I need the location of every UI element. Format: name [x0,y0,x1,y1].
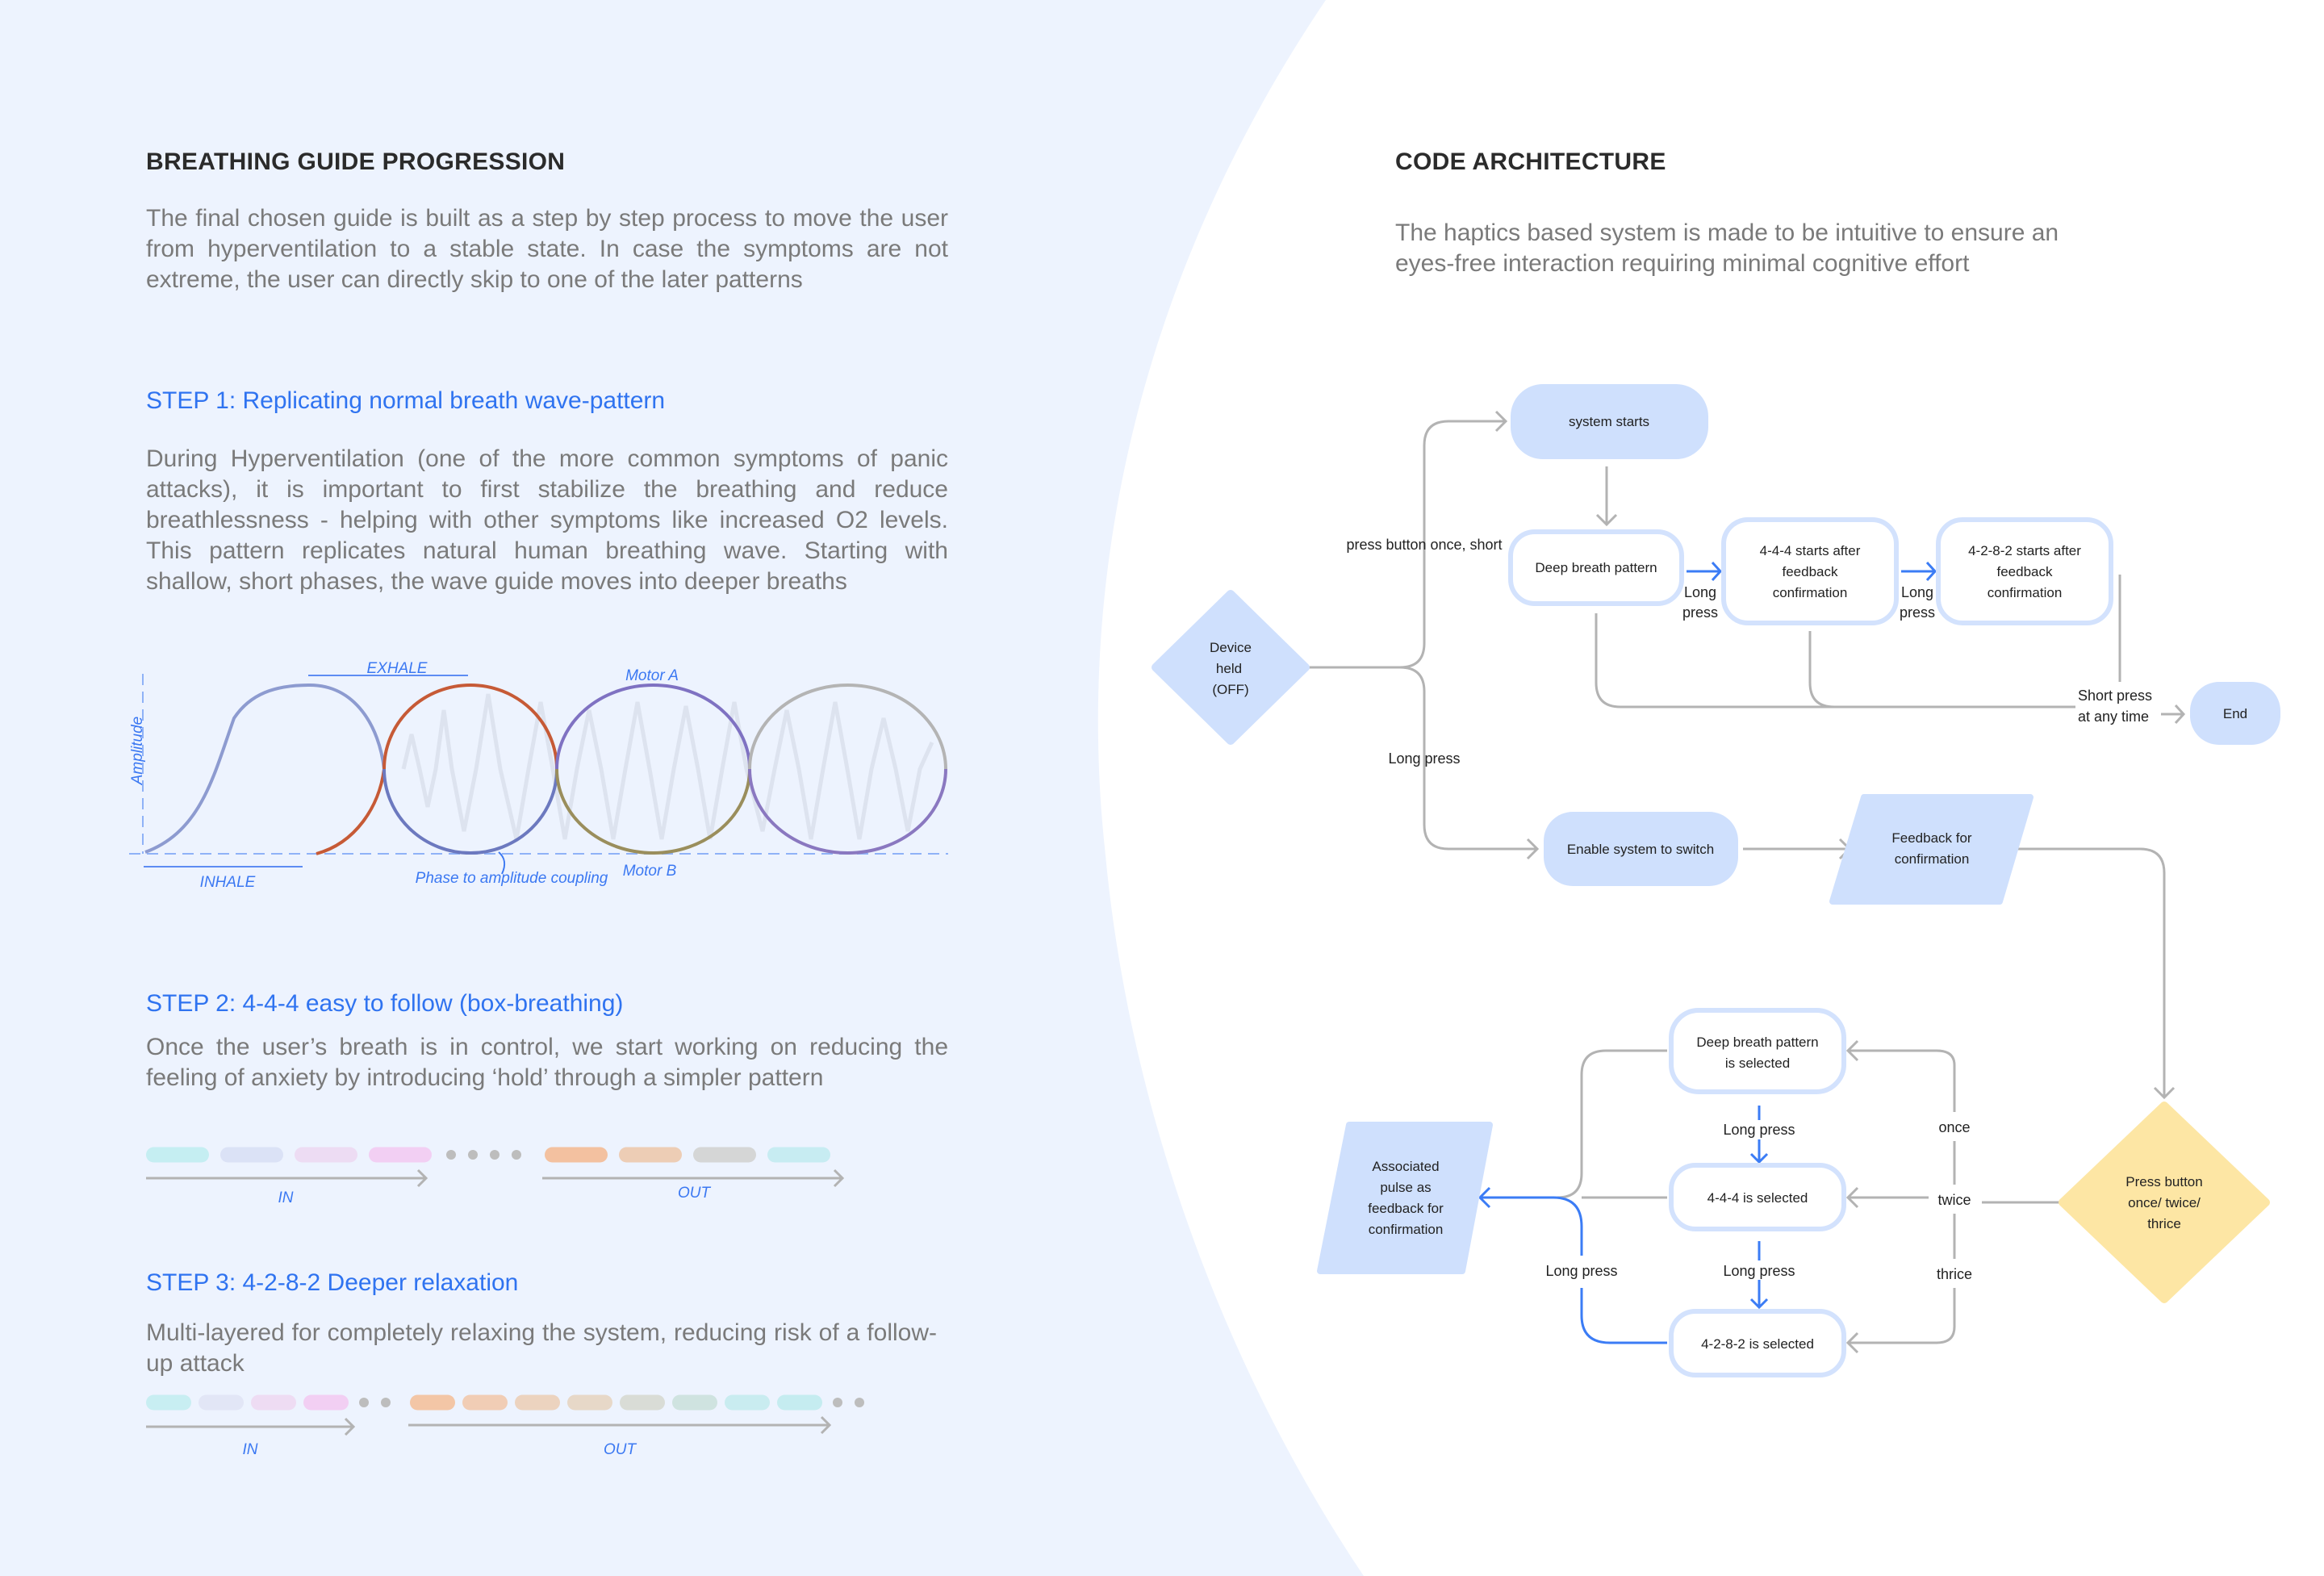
node-444-start-line2: feedback [1782,564,1838,579]
breath-wave-illustration [129,660,948,891]
edge-label-press-once: press button once, short [1346,537,1503,553]
in-pill-1 [220,1148,283,1163]
step1-title: STEP 1: Replicating normal breath wave-pattern [146,387,666,414]
amplitude-label: Amplitude [129,716,146,785]
in-arrow-step3 [146,1419,353,1435]
edge-label-long-press-pulse: Long press [1545,1263,1618,1279]
coupling-label: Phase to amplitude coupling [415,870,608,887]
node-deep-breath-label: Deep breath pattern [1535,560,1657,575]
in-pill-2 [295,1148,357,1163]
node-feedback-line2: confirmation [1894,851,1970,867]
out-pill-4 [620,1395,665,1411]
step3-title: STEP 3: 4-2-8-2 Deeper relaxation [146,1269,519,1296]
step3-body: Multi-layered for completely relaxing the system, reducing risk of a follow-up attack [146,1319,937,1377]
in-label-step2: IN [278,1189,294,1206]
in-arrow-step2 [146,1170,426,1186]
out-pill-2 [515,1395,560,1411]
out-pill-0 [545,1148,608,1163]
edge-label-long-press-deep: Long press [1723,1122,1795,1138]
node-enable-label: Enable system to switch [1566,842,1715,857]
out-pill-3 [767,1148,830,1163]
out-pill-5 [672,1395,717,1411]
node-associated-line1: Associated [1372,1159,1440,1174]
node-device-line2: held [1215,661,1243,676]
left-intro: The final chosen guide is built as a step by step process to move the user from hyperventilation to a stable state. In case the symptoms are not extreme, the user can directly skip to one of the later patterns [146,205,948,293]
node-system-starts-label: system starts [1568,414,1650,429]
right-intro: The haptics based system is made to be intuitive to ensure an eyes-free interaction requiring minimal cognitive effort [1395,219,2059,277]
end-pause-dot-1 [855,1398,864,1407]
node-feedback-line1: Feedback for [1891,830,1972,846]
left-section-title: BREATHING GUIDE PROGRESSION [146,148,566,175]
in-pill-1 [199,1395,244,1411]
pause-dot-1 [381,1398,391,1407]
in-pill-3 [303,1395,349,1411]
edge-label-once: once [1938,1119,1971,1135]
node-press-line3: thrice [2147,1216,2181,1231]
out-pill-1 [462,1395,508,1411]
node-4282-start-line2: feedback [1996,564,2053,579]
step2-body: Once the user’s breath is in control, we start working on reducing the feeling of anxiety by introducing ‘hold’ through a simpler pattern [146,1034,948,1091]
haptic-oscillation [403,694,932,839]
out-label-step3: OUT [603,1441,637,1458]
out-pill-7 [777,1395,822,1411]
node-associated-line2: pulse as [1380,1180,1432,1195]
end-pause-dot-0 [833,1398,842,1407]
out-pill-2 [693,1148,756,1163]
node-deep-selected[interactable] [1671,1010,1844,1092]
out-label-step2: OUT [677,1185,711,1202]
pause-dot-3 [512,1150,521,1160]
pause-dot-0 [446,1150,456,1160]
right-section-title: CODE ARCHITECTURE [1395,148,1666,175]
edge-label-long-press-444: Long press [1723,1263,1795,1279]
inhale-label: INHALE [199,874,256,891]
in-pill-0 [146,1395,191,1411]
out-arrow-step2 [542,1170,842,1186]
motor-b-label: Motor B [622,863,677,880]
node-associated-line4: confirmation [1368,1222,1444,1237]
in-pill-3 [369,1148,432,1163]
motor-a-label: Motor A [625,667,679,684]
pause-dot-0 [359,1398,369,1407]
node-444-selected-label: 4-4-4 is selected [1707,1190,1808,1206]
out-arrow-step3 [408,1417,830,1433]
edge-label-short-press-2: at any time [2077,709,2150,725]
out-pill-0 [410,1395,455,1411]
node-device-line1: Device [1210,640,1252,655]
node-4282-start-line3: confirmation [1987,585,2063,600]
step1-body: During Hyperventilation (one of the more common symptoms of panic attacks), it is important to first stabilize the breathing and reduce breathlessness - helping with other symptoms like increased O2 levels. This pattern replicates natural human breathing wave. Starting with shallow, short phases, the wave guide moves into deeper breaths [146,445,948,595]
node-deep-selected-line2: is selected [1724,1056,1791,1071]
out-pill-3 [567,1395,612,1411]
in-pill-2 [251,1395,296,1411]
edge-label-short-press-1: Short press [2077,688,2153,704]
orange-rise [316,769,384,854]
pause-dot-2 [490,1150,499,1160]
exhale-label: EXHALE [366,660,428,677]
inhale-curve [145,685,384,852]
edge-label-thrice: thrice [1936,1266,1973,1282]
node-4282-start-line1: 4-2-8-2 starts after [1968,543,2081,558]
out-pill-1 [619,1148,682,1163]
edge-label-long-2b: press [1899,604,1936,621]
pattern-arrows [146,1170,842,1458]
node-press-line2: once/ twice/ [2128,1195,2201,1210]
pattern-4-4-4 [146,1148,830,1163]
node-associated-line3: feedback for [1368,1201,1444,1216]
in-label-step3: IN [242,1441,258,1458]
pattern-4-2-8-2 [146,1395,864,1411]
node-444-start-line1: 4-4-4 starts after [1759,543,1861,558]
node-deep-selected-line1: Deep breath pattern [1696,1035,1819,1050]
node-press-line1: Press button [2125,1174,2203,1189]
node-associated-pulse[interactable] [1320,1125,1490,1271]
node-end-label: End [2222,706,2248,721]
edge-label-long-1a: Long [1683,584,1717,600]
ellipse1-bottom [384,769,557,853]
node-444-start-line3: confirmation [1772,585,1848,600]
in-pill-0 [146,1148,209,1163]
node-feedback-confirmation[interactable] [1833,797,2030,901]
out-pill-6 [725,1395,770,1411]
edge-label-long-2a: Long [1900,584,1934,600]
pause-dot-1 [468,1150,478,1160]
edge-label-long-1b: press [1682,604,1719,621]
step2-title: STEP 2: 4-4-4 easy to follow (box-breathing) [146,990,624,1017]
node-device-line3: (OFF) [1212,682,1249,697]
edge-label-twice: twice [1937,1192,1971,1208]
edge-label-long-press-device: Long press [1388,750,1461,767]
node-4282-selected-label: 4-2-8-2 is selected [1701,1336,1814,1352]
